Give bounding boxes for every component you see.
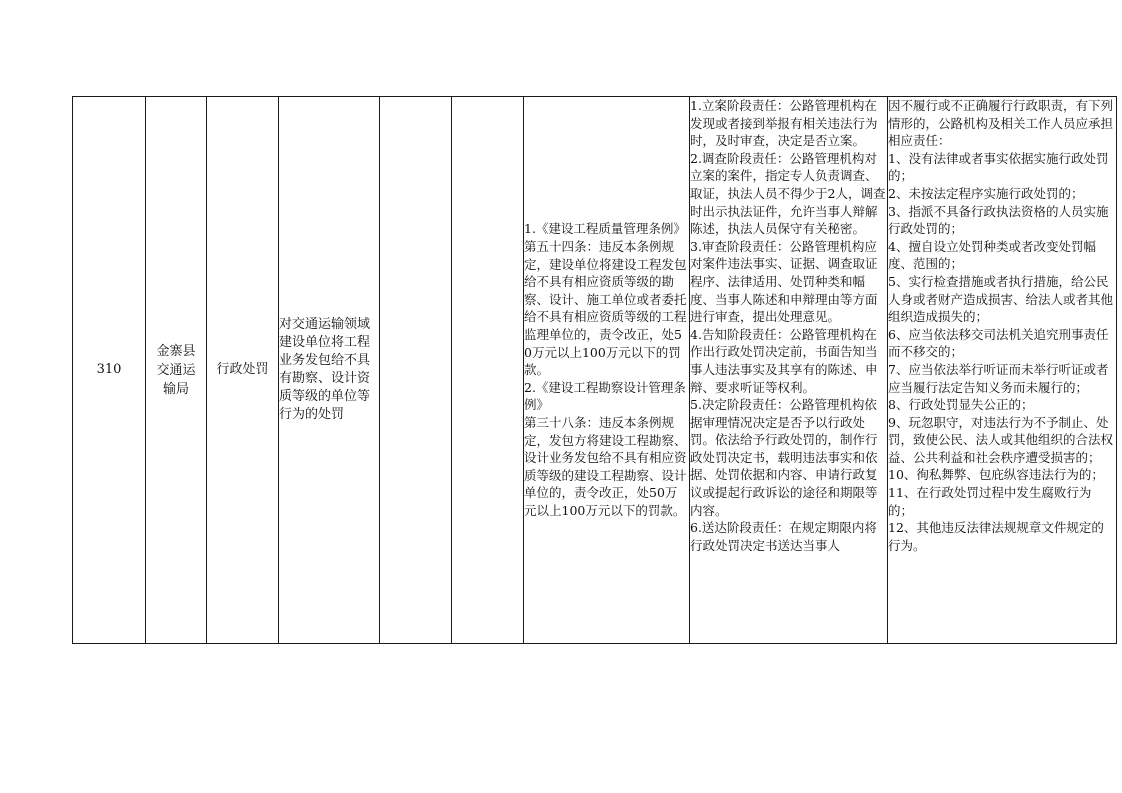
department-name: 金寨县交通运输局 [156,343,196,397]
sub-item-cell [380,97,452,644]
responsibility-cell [690,97,888,644]
item-number-cell [73,97,146,644]
legal-basis-cell [524,97,690,644]
item-number: 310 [96,362,122,377]
table-row [73,97,1117,644]
power-item-name: 对交通运输领域建设单位将工程业务发包给不具有勘察、设计资质等级的单位等行为的处罚 [279,317,371,422]
liability-cell [888,97,1117,644]
power-category: 行政处罚 [216,362,269,377]
extra-cell [452,97,524,644]
category-cell [207,97,279,644]
legal-basis-text: 1.《建设工程质量管理条例》 第五十四条：违反本条例规定，建设单位将建设工程发包给不具有相应资质等级的勘察、设计、施工单位或者委托给不具有相应资质等级的工程监理单位的，责令改正，处50万元以上100万元以下的罚款。 2.《建设工程勘察设计管理条例》 第三十八条：违反本条例规定，发包方将建设工程勘察、设计业务发包给不具有相应资质等级的建设工程勘察、设计单位的，责令改正，处50万元以上100万元以下的罚款。 [524,221,687,518]
power-list-table [72,96,1117,644]
responsibility-text: 1.立案阶段责任：公路管理机构在发现或者接到举报有相关违法行为时，及时审查，决定是否立案。 2.调查阶段责任：公路管理机构对立案的案件，指定专人负责调查、取证，执法人员不得少于2人，调查时出示执法证件，允许当事人辩解陈述，执法人员保守有关秘密。 3.审查阶段责任：公路管理机构应对案件违法事实、证据、调查取证程序、法律适用、处罚种类和幅度、当事人陈述和申辩理由等方面进行审查，提出处理意见。 4.告知阶段责任：公路管理机构在作出行政处罚决定前，书面告知当事人违法事实及其享有的陈述、申辩、要求听证等权利。 5.决定阶段责任：公路管理机构依据审理情况决定是否予以行政处罚。依法给予行政处罚的，制作行政处罚决定书，载明违法事实和依据、处罚依据和内容、申请行政复议或提起行政诉讼的途径和期限等内容。 6.送达阶段责任：在规定期限内将行政处罚决定书送达当事人 [690,98,886,553]
item-name-cell [279,97,380,644]
department-cell [146,97,207,644]
liability-text: 因不履行或不正确履行行政职责，有下列情形的，公路机构及相关工作人员应承担相应责任： 1、没有法律或者事实依据实施行政处罚的； 2、未按法定程序实施行政处罚的； 3、指派不具备行政执法资格的人员实施行政处罚的； 4、擅自设立处罚种类或者改变处罚幅度、范围的； 5、实行检查措施或者执行措施，给公民人身或者财产造成损害、给法人或者其他组织造成损失的； 6、应当依法移交司法机关追究刑事责任而不移交的； 7、应当依法举行听证而未举行听证或者应当履行法定告知义务而未履行的； 8、行政处罚显失公正的； 9、玩忽职守，对违法行为不予制止、处罚，致使公民、法人或其他组织的合法权益、公共利益和社会秩序遭受损害的； 10、徇私舞弊、包庇纵容违法行为的； 11、在行政处罚过程中发生腐败行为的； 12、其他违反法律法规规章文件规定的行为。 [888,98,1114,553]
